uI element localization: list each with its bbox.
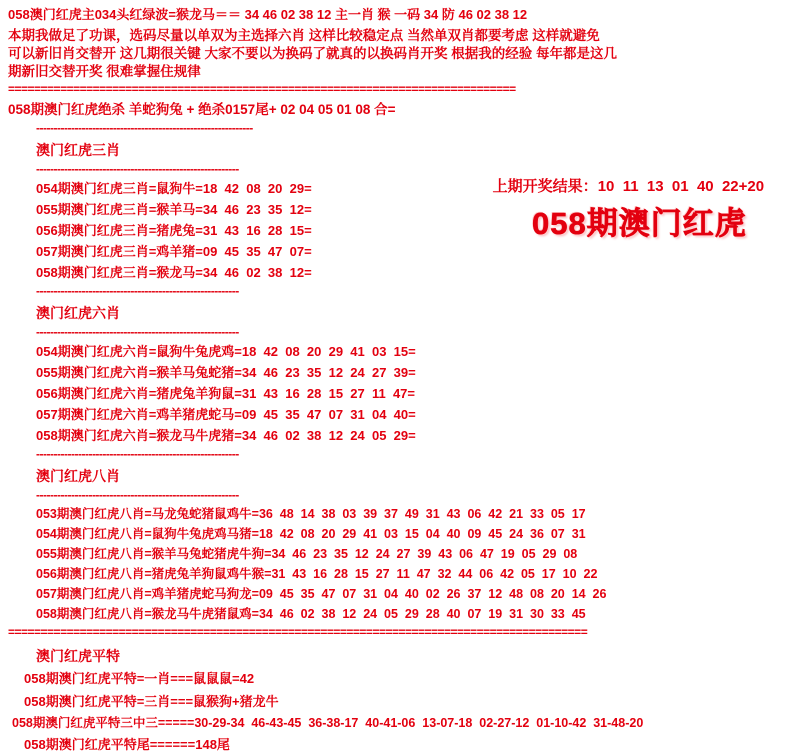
- separator-top: ==============================================================================: [8, 82, 516, 96]
- data-row: 056期澳门红虎八肖=猪虎兔羊狗鼠鸡牛猴=31 43 16 28 15 27 11 47 32 44 06 42 05 17 10 22: [36, 567, 598, 581]
- section-title: 澳门红虎三肖: [36, 142, 120, 158]
- intro-line-1: 本期我做足了功课，选码尽量以单双为主选择六肖 这样比较稳定点 当然单双肖都要考虑 这样就避免: [8, 28, 600, 43]
- separator-after-six: ----------------------------------------------------------: [36, 447, 239, 461]
- data-row: 057期澳门红虎八肖=鸡羊猪虎蛇马狗龙=09 45 35 47 07 31 04 40 02 26 37 12 48 08 20 14 26: [36, 587, 607, 601]
- intro-line-2: 可以新旧肖交替开 这几期很关键 大家不要以为换码了就真的以换码肖开奖 根据我的经验 每年都是这几: [8, 46, 618, 61]
- data-row: 055期澳门红虎三肖=猴羊马=34 46 23 35 12=: [36, 202, 312, 217]
- section-separator: ----------------------------------------------------------: [36, 488, 239, 502]
- data-row: 053期澳门红虎八肖=马龙兔蛇猪鼠鸡牛=36 48 14 38 03 39 37 49 31 43 06 42 21 33 05 17: [36, 507, 586, 521]
- data-row: 058期澳门红虎八肖=猴龙马牛虎猪鼠鸡=34 46 02 38 12 24 05 29 28 40 07 19 31 30 33 45: [36, 607, 586, 621]
- data-row: 058期澳门红虎六肖=猴龙马牛虎猪=34 46 02 38 12 24 05 29=: [36, 428, 416, 443]
- data-row: 055期澳门红虎八肖=猴羊马兔蛇猪虎牛狗=34 46 23 35 12 24 27 39 43 06 47 19 05 29 08: [36, 547, 578, 561]
- separator-bottom: =========================================================================================: [8, 625, 588, 639]
- last-draw-value: 10 11 13 01 40 22+20: [597, 178, 765, 195]
- data-row: 054期澳门红虎八肖=鼠狗牛兔虎鸡马猪=18 42 08 20 29 41 03 15 04 40 09 45 24 36 07 31: [36, 527, 586, 541]
- data-row: 056期澳门红虎三肖=猪虎兔=31 43 16 28 15=: [36, 223, 312, 238]
- section-eight-xiao: [0, 463, 812, 624]
- last-draw-label: 上期开奖结果：: [492, 178, 598, 195]
- separator-after-three: ----------------------------------------------------------: [36, 284, 239, 298]
- section-separator: ----------------------------------------------------------: [36, 162, 239, 176]
- data-row: 058期澳门红虎平特三中三=====30-29-34 46-43-45 36-38-17 40-41-06 13-07-18 02-27-12 01-10-42 31-48-20: [12, 716, 644, 730]
- header-top-line: 058澳门红虎主034头红绿波=猴龙马＝＝ 34 46 02 38 12 主一肖 猴 一码 34 防 46 02 38 12: [8, 7, 528, 22]
- data-row: 058期澳门红虎三肖=猴龙马=34 46 02 38 12=: [36, 265, 312, 280]
- kill-numbers-line: 058期澳门红虎绝杀 羊蛇狗兔 + 绝杀0157尾+ 02 04 05 01 08 合=: [8, 102, 396, 117]
- section-six-xiao: [0, 300, 812, 446]
- separator-mid: --------------------------------------------------------------: [36, 121, 253, 135]
- page-title: 058期澳门红虎: [532, 206, 747, 241]
- data-row: 055期澳门红虎六肖=猴羊马兔蛇猪=34 46 23 35 12 24 27 39=: [36, 365, 416, 380]
- data-row: 057期澳门红虎六肖=鸡羊猪虎蛇马=09 45 35 47 07 31 04 40=: [36, 407, 416, 422]
- section-title: 澳门红虎六肖: [36, 305, 120, 321]
- section-separator: ----------------------------------------------------------: [36, 325, 239, 339]
- data-row: 056期澳门红虎六肖=猪虎兔羊狗鼠=31 43 16 28 15 27 11 47=: [36, 386, 415, 401]
- data-row: 057期澳门红虎三肖=鸡羊猪=09 45 35 47 07=: [36, 244, 312, 259]
- data-row: 054期澳门红虎三肖=鼠狗牛=18 42 08 20 29=: [36, 181, 312, 196]
- data-row: 054期澳门红虎六肖=鼠狗牛兔虎鸡=18 42 08 20 29 41 03 15=: [36, 344, 416, 359]
- data-row: 058期澳门红虎平特尾======148尾: [24, 737, 230, 752]
- section-title: 澳门红虎八肖: [36, 468, 120, 484]
- section-pingte: [0, 641, 812, 756]
- intro-paragraph: [0, 23, 812, 81]
- intro-line-3: 期新旧交替开奖 很难掌握住规律: [8, 64, 201, 79]
- section-title: 澳门红虎平特: [36, 648, 120, 664]
- data-row: 058期澳门红虎平特=一肖===鼠鼠鼠=42: [24, 671, 255, 686]
- data-row: 058期澳门红虎平特=三肖===鼠猴狗+猪龙牛: [24, 694, 279, 709]
